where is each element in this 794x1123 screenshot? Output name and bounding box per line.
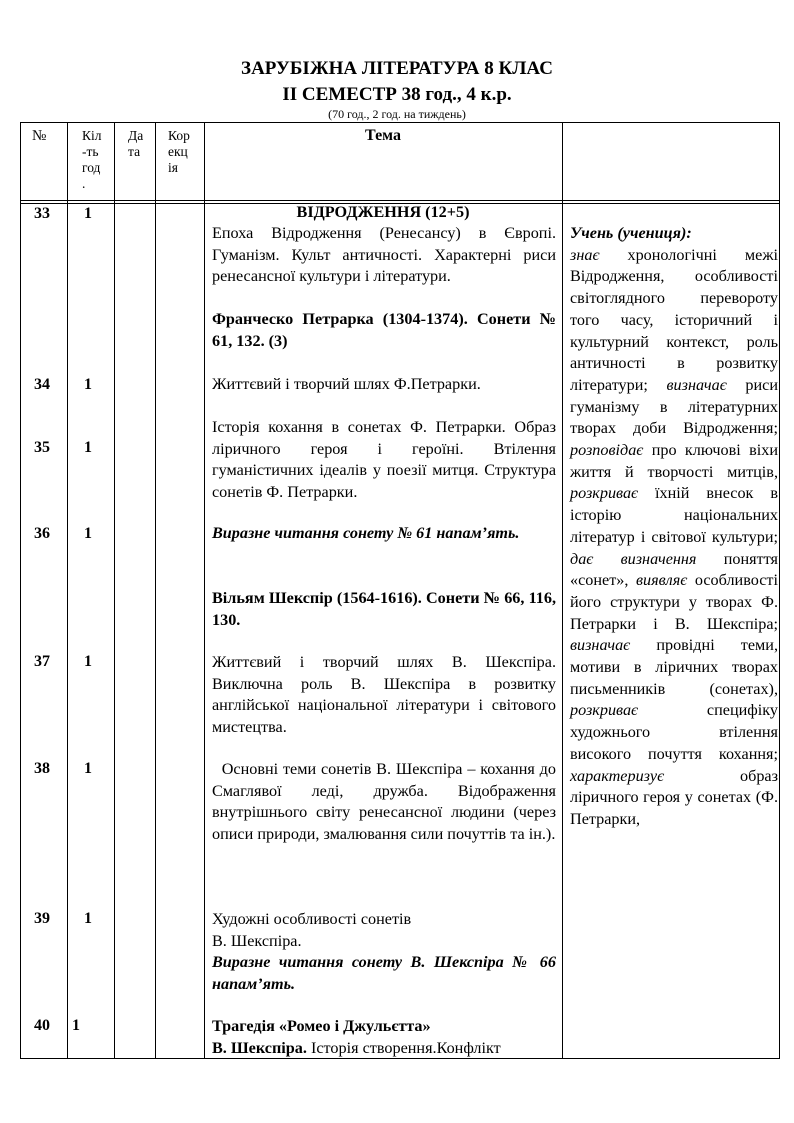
topic-romeo-juliet: Трагедія «Ромео і Джульєтта» В. Шекспіра. Історія створення.Конфлікт — [212, 1017, 501, 1057]
col-divider — [155, 122, 156, 1059]
topic-shakespeare-features: Художні особливості сонетів В. Шекспіра. — [212, 910, 412, 950]
table-right-border — [779, 122, 780, 1059]
row-hours: 1 — [72, 1017, 80, 1034]
row-hours: 1 — [84, 653, 92, 670]
topic-shakespeare-heading: Вільям Шекспір (1564-1616). Сонети № 66, 116, 130. — [212, 589, 556, 629]
col-divider — [562, 122, 563, 1059]
row-hours: 1 — [84, 439, 92, 456]
row-number: 40 — [34, 1017, 50, 1034]
header-topic: Тема — [365, 127, 401, 144]
header-hours: Кіл -ть год . — [82, 128, 102, 191]
row-number: 38 — [34, 760, 50, 777]
topic-petrarch-love: Історія кохання в сонетах Ф. Петрарки. Образ ліричного героя і героїні. Втілення гуманістичних ідеалів у поезії митця. Структура сонетів Ф. Петрарки. — [212, 418, 556, 501]
document-title: ЗАРУБІЖНА ЛІТЕРАТУРА 8 КЛАС — [241, 58, 553, 79]
header-correction: Кор екц ія — [168, 128, 190, 175]
row-number: 33 — [34, 205, 50, 222]
row-number: 34 — [34, 376, 50, 393]
row-hours: 1 — [84, 525, 92, 542]
topic-shakespeare-life: Життєвий і творчий шлях В. Шекспіра. Виключна роль В. Шекспіра в розвитку англійської національної літератури і світового мистецтва. — [212, 653, 556, 736]
row-number: 39 — [34, 910, 50, 927]
header-divider — [20, 200, 780, 201]
col-divider — [204, 122, 205, 1059]
row-hours: 1 — [84, 760, 92, 777]
row-number: 36 — [34, 525, 50, 542]
topic-renaissance: Епоха Відродження (Ренесансу) в Європі. Гуманізм. Культ античності. Характерні риси ренесансної культури і літератури. — [212, 224, 556, 285]
col-divider — [67, 122, 68, 1059]
topic-shakespeare-themes: Основні теми сонетів В. Шекспіра – кохання до Смаглявої леді, дружба. Відображення внутрішнього світу ренесансної людини (через описи природи, змалювання сили почуттів та ін.). — [212, 760, 561, 843]
row-number: 35 — [34, 439, 50, 456]
section-heading: ВІДРОДЖЕННЯ (12+5) — [296, 203, 470, 221]
row-hours: 1 — [84, 376, 92, 393]
hours-note: (70 год., 2 год. на тиждень) — [328, 107, 466, 121]
row-hours: 1 — [84, 910, 92, 927]
semester-subtitle: ІІ СЕМЕСТР 38 год., 4 к.р. — [282, 84, 512, 105]
topic-petrarch-heading: Франческо Петрарка (1304-1374). Сонети № 61, 132. (3) — [212, 310, 556, 350]
learning-outcomes: Учень (учениця): знає хронологічні межі Відродження, особливості світоглядного перевороту того часу, історичний і культурний контекст, роль античності в розвитку літератури; визначає риси гуманізму в літературних творах доби Відродження; розповідає про ключові віхи життя й творчості митців, розкриває їхній внесок в історію національних літератур і світової культури; дає визначення поняття «сонет», виявляє особливості його структури у творах Ф. Петрарки і В. Шекспіра; визначає провідні теми, мотиви в ліричних творах письменників (сонетах), розкриває специфіку художнього втілення високого почуття кохання; характеризує образ ліричного героя у сонетах (Ф. Петрарки, — [570, 224, 778, 828]
table-left-border — [20, 122, 21, 1059]
table-top-border — [20, 122, 780, 123]
col-divider — [114, 122, 115, 1059]
curriculum-table — [20, 122, 780, 1059]
topic-shakespeare-reading: Виразне читання сонету В. Шекспіра № 66 напам’ять. — [212, 953, 556, 993]
row-number: 37 — [34, 653, 50, 670]
topic-petrarch-reading: Виразне читання сонету № 61 напам’ять. — [212, 524, 520, 542]
row-hours: 1 — [84, 205, 92, 222]
header-date: Да та — [128, 128, 144, 159]
topic-petrarch-life: Життєвий і творчий шлях Ф.Петрарки. — [212, 375, 481, 393]
header-number: № — [32, 128, 47, 144]
